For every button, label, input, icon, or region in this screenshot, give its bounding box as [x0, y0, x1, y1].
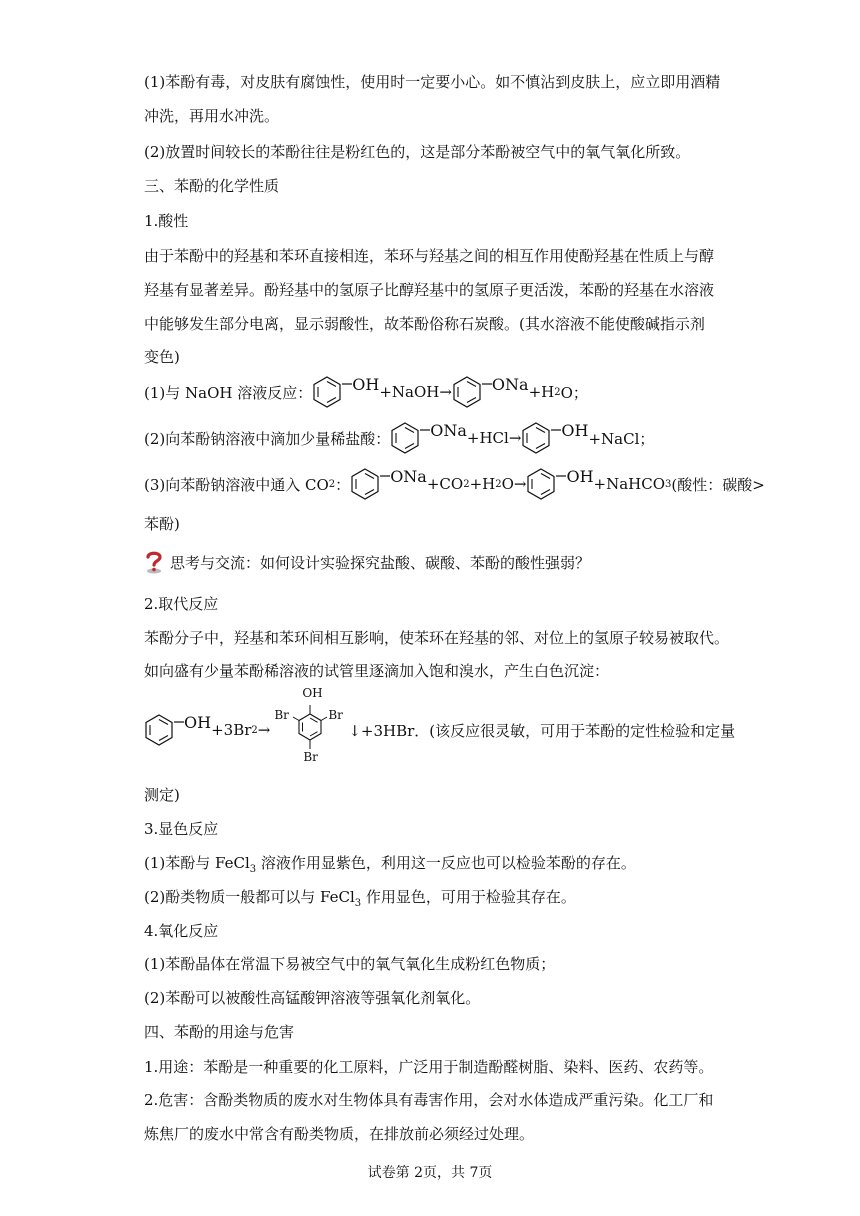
text-segment: 溶液作用显紫色，利用这一反应也可以检验苯酚的存在。 [256, 854, 636, 872]
text-line: 炼焦厂的废水中常含有酚类物质，在排放前必须经过处理。 [144, 1125, 535, 1143]
section-heading: 四、苯酚的用途与危害 [144, 1023, 295, 1041]
reagent-text: +CO [426, 475, 464, 493]
text-line: 变色) [144, 348, 180, 366]
hydroxyl-group: OH [352, 374, 380, 394]
subscript: 2 [554, 386, 561, 398]
bond-line-icon [551, 418, 561, 458]
reagent-text: +NaHCO [593, 475, 666, 493]
subscript: 3 [249, 864, 257, 875]
subscript: 2 [251, 724, 258, 736]
benzene-ring-icon [144, 710, 174, 750]
reagent-text: (酸性：碳酸> [671, 475, 765, 494]
reaction-naoh [144, 372, 588, 412]
benzene-ring-icon [390, 418, 420, 458]
text-line [144, 852, 636, 875]
bond-line-icon [342, 372, 352, 412]
benzene-ring-icon [526, 464, 556, 504]
text-line: 1.用途：苯酚是一种重要的化工原料，广泛用于制造酚醛树脂、染料、医药、农药等。 [144, 1058, 714, 1076]
hydroxyl-group: OH [566, 466, 594, 486]
question-mark-icon [144, 550, 164, 574]
phenoxide-group: ONa [390, 466, 427, 486]
subsection-heading: 2.取代反应 [144, 595, 219, 613]
reagent-text: +3Br [211, 721, 252, 739]
text-line: (1)苯酚晶体在常温下易被空气中的氧气氧化生成粉红色物质； [144, 955, 556, 973]
reagent-text: +NaCl； [588, 429, 655, 448]
reagent-text: +NaOH→ [379, 383, 452, 401]
reagent-text: O→ [501, 475, 527, 493]
text-line: (1)苯酚有毒，对皮肤有腐蚀性，使用时一定要小心。如不慎沾到皮肤上，应立即用酒精 [144, 73, 721, 91]
text-line: (2)放置时间较长的苯酚往往是粉红色的，这是部分苯酚被空气中的氧气氧化所致。 [144, 143, 691, 161]
text-line: 苯酚分子中，羟基和苯环间相互影响，使苯环在羟基的邻、对位上的氢原子较易被取代。 [144, 629, 730, 647]
subsection-heading: 3.显色反应 [144, 820, 219, 838]
text-line: 测定) [144, 786, 180, 804]
reagent-text: ↓+3HBr．(该反应很灵敏，可用于苯酚的定性检验和定量 [348, 721, 736, 740]
reaction-hcl [144, 418, 654, 458]
think-discuss [144, 550, 590, 574]
bromine-label: Br [328, 708, 343, 722]
benzene-ring-icon [350, 464, 380, 504]
bromine-label: Br [274, 708, 289, 722]
subsection-heading: 1.酸性 [144, 212, 189, 230]
section-heading: 三、苯酚的化学性质 [144, 177, 280, 195]
subscript: 3 [354, 898, 362, 909]
reaction-prefix: (1)与 NaOH 溶液反应： [144, 383, 313, 402]
bromine-label: Br [303, 750, 318, 764]
reagent-text: O； [560, 383, 588, 402]
text-line: 如向盛有少量苯酚稀溶液的试管里逐滴加入饱和溴水，产生白色沉淀： [144, 662, 610, 680]
hydroxyl-group: OH [561, 420, 589, 440]
reaction-bromination [144, 686, 736, 770]
reagent-text: +H [528, 383, 555, 401]
text-line: 2.危害：含酚类物质的废水对生物体具有毒害作用，会对水体造成严重污染。化工厂和 [144, 1091, 714, 1109]
phenoxide-group: ONa [430, 420, 467, 440]
benzene-ring-icon [452, 372, 482, 412]
bond-line-icon [482, 372, 492, 412]
text-segment: (1)苯酚与 FeCl [144, 854, 250, 872]
reagent-text: +H [469, 475, 496, 493]
subscript: 3 [665, 478, 672, 490]
text-line: 由于苯酚中的羟基和苯环直接相连，苯环与羟基之间的相互作用使酚羟基在性质上与醇 [144, 247, 715, 265]
subscript: 2 [463, 478, 470, 490]
bond-line-icon [380, 464, 390, 504]
reaction-prefix: (3)向苯酚钠溶液中通入 CO [144, 475, 329, 494]
subsection-heading: 4.氧化反应 [144, 922, 219, 940]
phenoxide-group: ONa [491, 374, 529, 394]
reaction-co2 [144, 464, 765, 504]
bond-line-icon [556, 464, 566, 504]
subscript: 2 [328, 478, 336, 490]
text-line: 中能够发生部分电离，显示弱酸性，故苯酚俗称石炭酸。(其水溶液不能使酸碱指示剂 [144, 315, 705, 333]
text-segment: 作用显色，可用于检验其存在。 [361, 888, 576, 906]
benzene-ring-icon [312, 372, 342, 412]
text-line: 冲洗，再用水冲洗。 [144, 107, 280, 125]
think-discuss-text: 思考与交流：如何设计实验探究盐酸、碳酸、苯酚的酸性强弱？ [170, 553, 591, 572]
bond-line-icon [420, 418, 430, 458]
bond-line-icon [174, 710, 184, 750]
text-line: 苯酚) [144, 515, 180, 533]
hydroxyl-group: OH [184, 712, 212, 732]
tribromophenol-structure [272, 686, 348, 770]
hydroxyl-label: OH [302, 686, 323, 700]
reagent-text: ： [335, 475, 351, 494]
subscript: 2 [495, 478, 502, 490]
text-line: (2)苯酚可以被酸性高锰酸钾溶液等强氧化剂氧化。 [144, 989, 481, 1007]
text-line: 羟基有显著差异。酚羟基中的氢原子比醇羟基中的氢原子更活泼，苯酚的羟基在水溶液 [144, 281, 715, 299]
text-segment: (2)酚类物质一般都可以与 FeCl [144, 888, 355, 906]
text-line [144, 886, 576, 909]
page-footer: 试卷第 2页，共 7页 [367, 1165, 493, 1181]
reagent-text: +HCl→ [466, 429, 522, 447]
benzene-ring-icon [521, 418, 551, 458]
reagent-text: → [257, 721, 271, 739]
reaction-prefix: (2)向苯酚钠溶液中滴加少量稀盐酸： [144, 429, 391, 448]
